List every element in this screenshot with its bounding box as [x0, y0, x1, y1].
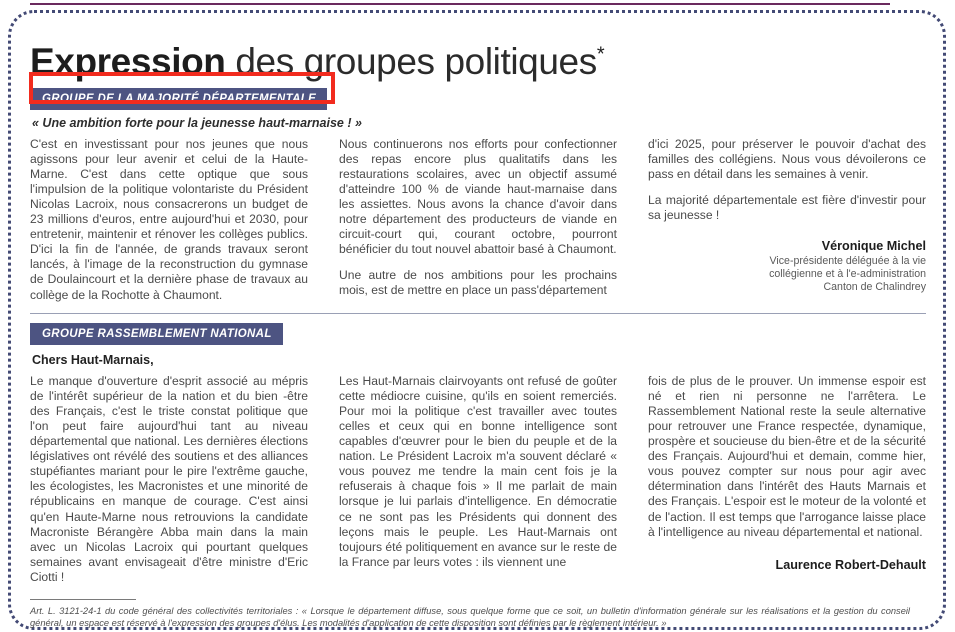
group-tagline-majorite: « Une ambition forte pour la jeunesse haut-marnaise ! »	[32, 115, 362, 130]
column-2	[339, 137, 617, 299]
group-banner-majorite: GROUPE DE LA MAJORITÉ DÉPARTEMENTALE	[30, 88, 327, 110]
paragraph: Le manque d'ouverture d'esprit associé au mépris de l'intérêt supérieur de la nation et du bien -être des Français, c'est le triste constat politique que l'on peut faire aujourd'hui tant au niveau départemental que national. Les dernières élections législatives ont révélé des soutiens et des alliances stupéfiantes mariant pour le pire l'extrême gauche, les écologistes, les Macronistes et une minorité de républicains en manque de courage. C'est ainsi qu'en Haute-Marne nous retrouvions la candidate Macroniste Bérangère Abba main dans la main avec un Nicolas Lacroix qui pourtant quelques semaines avant envisageait d'être ministre d'Eric Ciotti !	[30, 373, 308, 584]
paragraph: d'ici 2025, pour préserver le pouvoir d'achat des familles des collégiens. Nous vous dévoilerons ce pass en détail dans les semaines à venir.	[648, 136, 926, 181]
group-salutation-rn: Chers Haut-Marnais,	[32, 352, 154, 367]
paragraph: Nous continuerons nos efforts pour confectionner des repas encore plus qualitatifs dans les restaurations scolaires, avec un objectif assumé d'atteindre 100 % de viande haut-marnaise dans les assiettes. Nous avons la chance d'avoir dans notre département des producteurs de viande en circuit-court qui, courant octobre, pourront bénéficier du tout nouvel abattoir basé à Chaumont.	[339, 136, 617, 257]
column-3	[648, 137, 926, 294]
column-2	[339, 374, 617, 570]
page-content	[30, 18, 926, 629]
column-3	[648, 374, 926, 572]
signature-name: Laurence Robert-Dehault	[775, 557, 926, 572]
group-columns-rn	[30, 374, 926, 585]
page-title-asterisk: *	[596, 43, 605, 66]
group-separator-rule	[30, 313, 926, 314]
signature-name: Véronique Michel	[821, 239, 926, 254]
group-block-rn	[30, 323, 926, 585]
group-banner-rn: GROUPE RASSEMBLEMENT NATIONAL	[30, 323, 283, 345]
page-title	[30, 40, 926, 82]
paragraph: C'est en investissant pour nos jeunes que nous agissons pour leur avenir et celui de la Haute-Marne. C'est dans cette optique que sous l'impulsion de la politique volontariste du Président Nicolas Lacroix, nous consacrerons un budget de 23 millions d'euros, entre aujourd'hui et 2030, pour entretenir, maintenir et rénover les collèges publics. D'ici la fin de l'année, de grands travaux seront lancés, à l'image de la reconstruction du gymnase de Doulaincourt et la dernière phase de travaux au collège de la Rochotte à Chaumont.	[30, 136, 308, 302]
column-1	[30, 374, 308, 585]
signature-role-line: Canton de Chalindrey	[823, 281, 926, 294]
signature-block-rn	[648, 558, 926, 572]
footnote-block	[30, 599, 926, 629]
top-decorative-rule	[30, 3, 890, 5]
paragraph: Une autre de nos ambitions pour les prochains mois, est de mettre en place un pass'département	[339, 268, 617, 298]
column-1	[30, 137, 308, 303]
paragraph: fois de plus de le prouver. Un immense espoir est né et rien ni personne ne l'arrêtera. Le Rassemblement National reste la seule alternative pour retrouver une France respectée, dynamique, prospère et soucieuse du bien-être et de la sécurité des Français. Aujourd'hui et demain, comme hier, vous pouvez compter sur nous pour agir avec détermination dans l'intérêt des Hauts Marnais et des Français. L'espoir est le moteur de la volonté et de l'action. Il est temps que l'arrogance laisse place à l'intelligence au niveau départemental et national.	[648, 373, 926, 539]
group-block-majorite	[30, 88, 926, 303]
signature-role	[648, 255, 926, 294]
signature-role-line: collégienne et à l'e-administration	[769, 268, 926, 281]
page-title-bold: Expression	[30, 40, 226, 82]
paragraph: La majorité départementale est fière d'investir pour sa jeunesse !	[648, 192, 926, 222]
page-title-light: des groupes politiques	[225, 40, 597, 82]
group-columns-majorite	[30, 137, 926, 303]
footnote-rule	[30, 599, 136, 600]
paragraph: Les Haut-Marnais clairvoyants ont refusé de goûter cette médiocre cuisine, qu'ils en soient remerciés. Pour moi la politique c'est travailler avec toutes celles et ceux qui en bonne intelligence sont capables d'œuvrer pour le bien du peuple et de la nation. Le Président Lacroix m'a souvent déclaré « vous pouvez me tendre la main cent fois je la refuserais à chaque fois » Il me parlait de main lorsque je lui parlais d'intelligence. En démocratie ce ne sont pas les Présidents qui donnent des leçons mais le peuple. Les Haut-Marnais ont toujours été politiquement en avance sur le reste de la France par leurs votes : ils viennent une	[339, 373, 617, 569]
signature-role-line: Vice-présidente déléguée à la vie	[769, 255, 926, 268]
signature-block-majorite	[648, 239, 926, 294]
footnote-legal-text: Art. L. 3121-24-1 du code général des collectivités territoriales : « Lorsque le département diffuse, sous quelque forme que ce soit, un bulletin d'information générale sur les réalisations et la gestion du conseil général, un espace est réservé à l'expression des groupes d'élus. Les modalités d'application de cette disposition sont définies par le règlement intérieur. »	[30, 605, 910, 629]
